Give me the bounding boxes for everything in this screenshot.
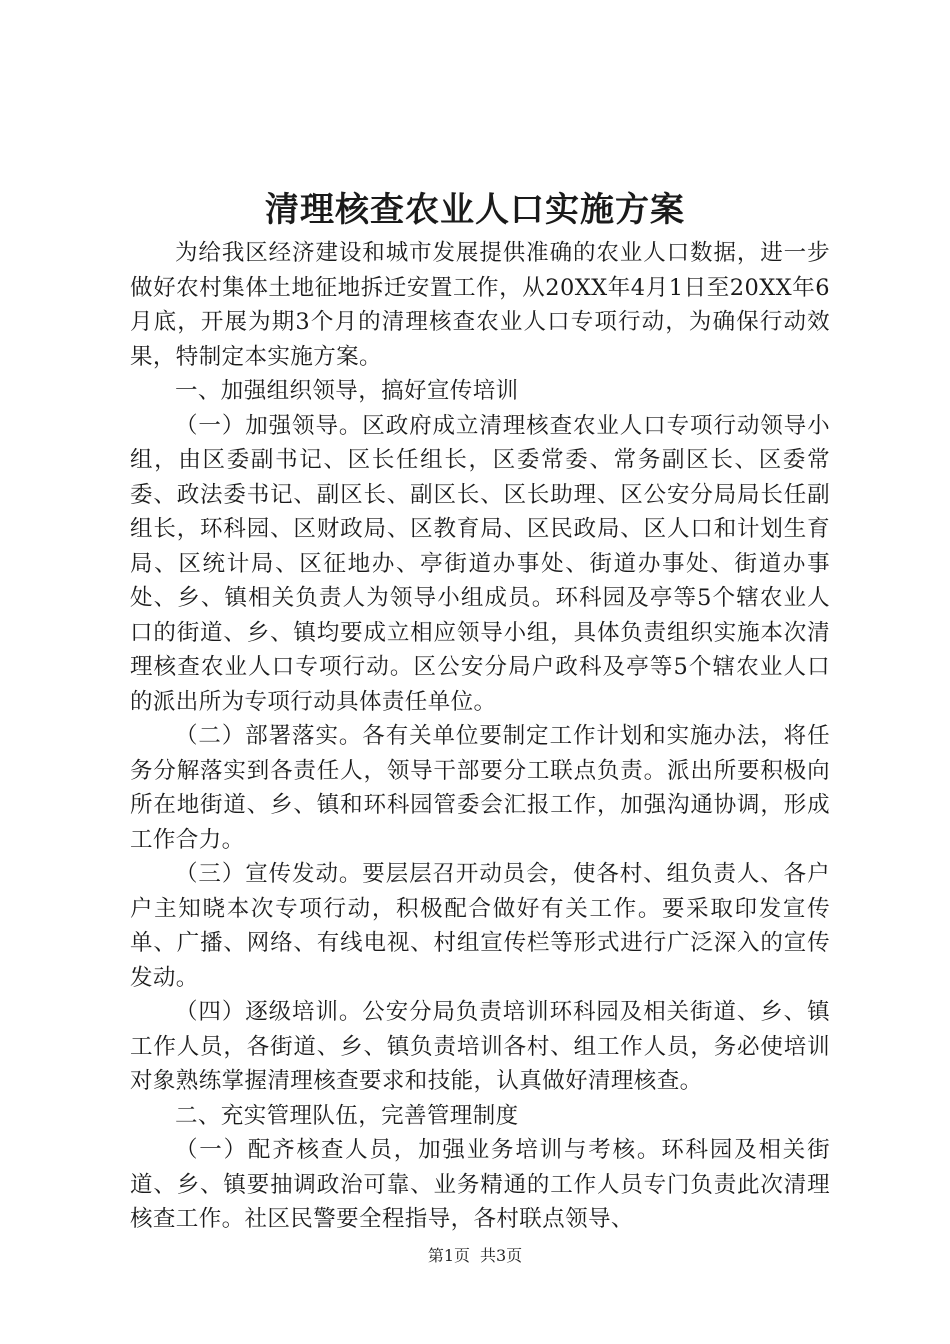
document-title: 清理核查农业人口实施方案	[265, 190, 685, 230]
page-footer	[0, 1244, 950, 1268]
subsection-1-2: （二）部署落实。各有关单位要制定工作计划和实施办法，将任务分解落实到各责任人，领导干部要分工联点负责。派出所要积极向所在地街道、乡、镇和环科园管委会汇报工作，加强沟通协调，形成工作合力。	[130, 723, 830, 853]
subsection-1-3: （三）宣传发动。要层层召开动员会，使各村、组负责人、各户户主知晓本次专项行动，积极配合做好有关工作。要采取印发宣传单、广播、网络、有线电视、村组宣传栏等形式进行广泛深入的宣传发动。	[130, 861, 830, 991]
subsection-1-4: （四）逐级培训。公安分局负责培训环科园及相关街道、乡、镇工作人员，各街道、乡、镇负责培训各村、组工作人员，务必使培训对象熟练掌握清理核查要求和技能，认真做好清理核查。	[130, 999, 830, 1094]
intro-paragraph: 为给我区经济建设和城市发展提供准确的农业人口数据，进一步做好农村集体土地征地拆迁安置工作，从20XX年4月1日至20XX年6月底，开展为期3个月的清理核查农业人口专项行动，为确保行动效果，特制定本实施方案。	[130, 240, 830, 370]
section-heading-2: 二、充实管理队伍，完善管理制度	[175, 1102, 519, 1129]
subsection-2-1: （一）配齐核查人员，加强业务培训与考核。环科园及相关街道、乡、镇要抽调政治可靠、业务精通的工作人员专门负责此次清理核查工作。社区民警要全程指导，各村联点领导、	[130, 1137, 830, 1232]
subsection-1-1: （一）加强领导。区政府成立清理核查农业人口专项行动领导小组，由区委副书记、区长任组长，区委常委、常务副区长、区委常委、政法委书记、副区长、副区长、区长助理、区公安分局局长任副组长，环科园、区财政局、区教育局、区民政局、区人口和计划生育局、区统计局、区征地办、亭街道办事处、街道办事处、街道办事处、乡、镇相关负责人为领导小组成员。环科园及亭等5个辖农业人口的街道、乡、镇均要成立相应领导小组，具体负责组织实施本次清理核查农业人口专项行动。区公安分局户政科及亭等5个辖农业人口的派出所为专项行动具体责任单位。	[130, 412, 830, 715]
document-body	[130, 236, 830, 1237]
page-number: 第1页	[427, 1246, 470, 1265]
page-total: 共3页	[480, 1246, 523, 1265]
section-heading-1: 一、加强组织领导，搞好宣传培训	[175, 378, 519, 404]
